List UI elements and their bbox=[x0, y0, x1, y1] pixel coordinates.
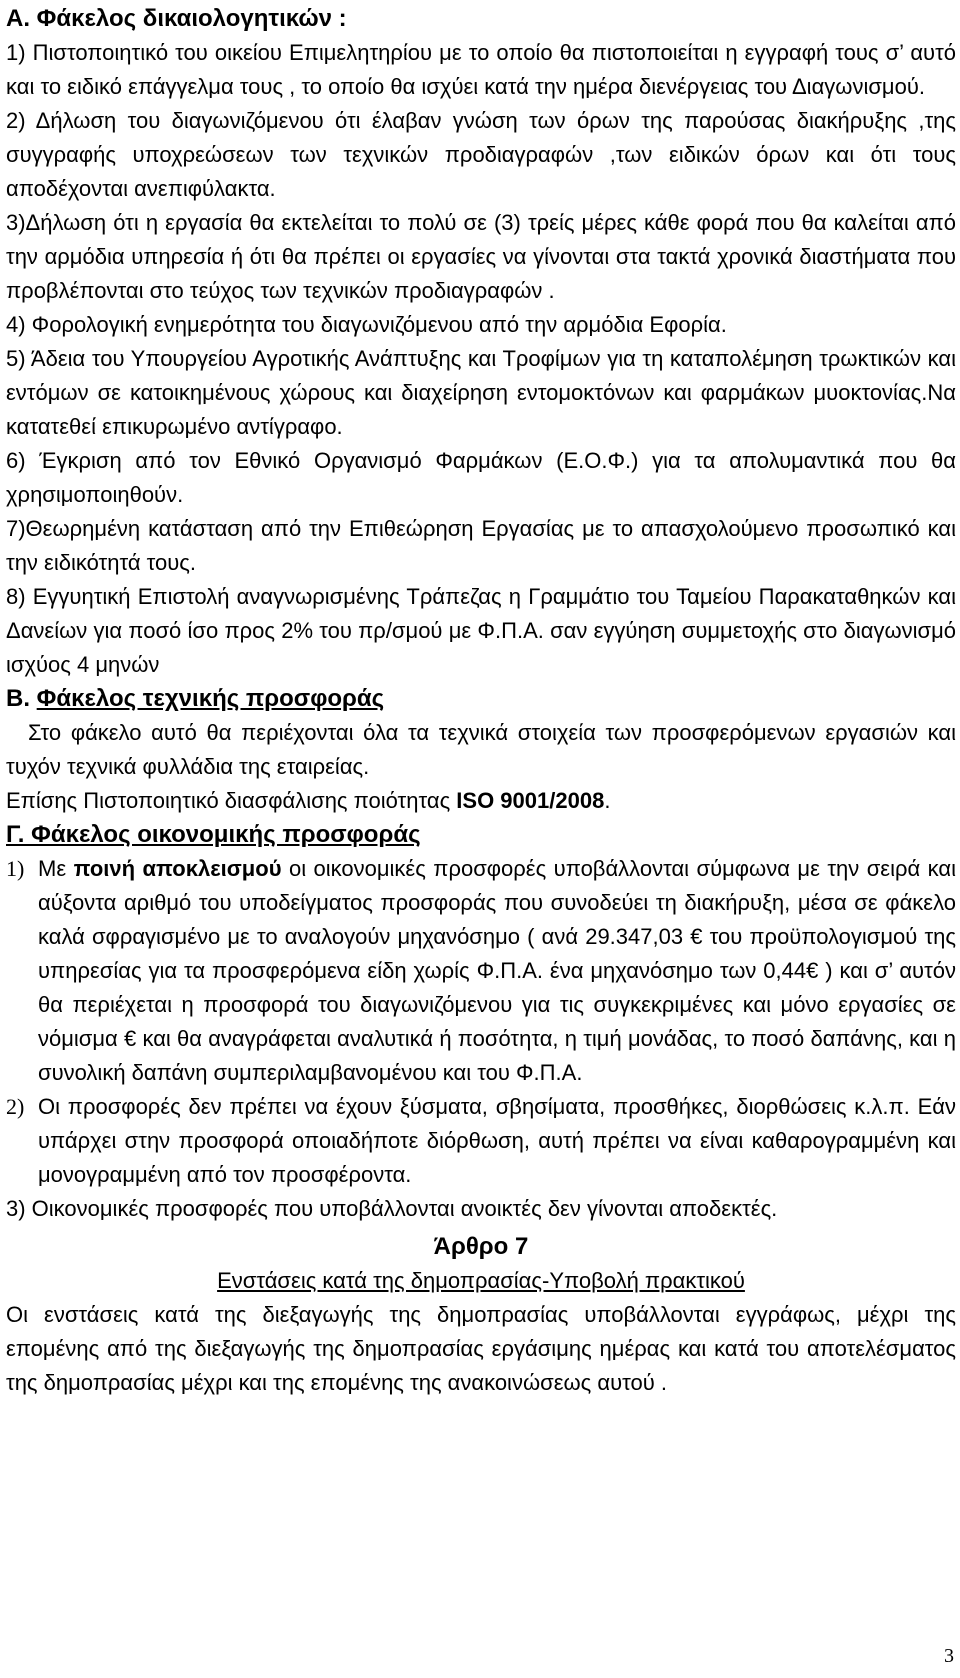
section-a-item-6: 6) Έγκριση από τον Εθνικό Οργανισμό Φαρμάκων (Ε.Ο.Φ.) για τα απολυμαντικά που θα χρησιμοποιηθούν. bbox=[6, 448, 956, 507]
section-c-heading: Γ. Φάκελος οικονομικής προσφοράς bbox=[6, 821, 421, 848]
item-number: 1) bbox=[6, 856, 25, 881]
section-b-title: Φάκελος τεχνικής προσφοράς bbox=[36, 685, 385, 712]
iso-standard: ISO 9001/2008 bbox=[456, 788, 605, 813]
article-paragraph: Οι ενστάσεις κατά της διεξαγωγής της δημοπρασίας υποβάλλονται εγγράφως, μέχρι της επομένης από της διεξαγωγής της δημοπρασίας εργάσιμης ημέρας και κατά του αποτελέσματος της δημοπρασίας μέχρι και της επομένης της ανακοινώσεως αυτού . bbox=[6, 1302, 956, 1395]
section-b-iso-line bbox=[6, 784, 956, 818]
item-emphasis: ποινή αποκλεισμού bbox=[73, 856, 282, 881]
document-body bbox=[6, 2, 956, 1400]
iso-end: . bbox=[604, 788, 611, 813]
section-a-item-7: 7)Θεωρημένη κατάσταση από την Επιθεώρηση Εργασίας με το απασχολούμενο προσωπικό και την ειδικότητά τους. bbox=[6, 516, 956, 575]
section-a-item-5: 5) Άδεια του Υπουργείου Αγροτικής Ανάπτυξης και Τροφίμων για τη καταπολέμηση τρωκτικών και εντόμων σε κατοικημένους χώρους και διαχείρηση εντομοκτόνων και φαρμάκων μυοκτονίας.Να κατατεθεί επικυρωμένο αντίγραφο. bbox=[6, 346, 956, 439]
item-lead: Με bbox=[38, 856, 74, 881]
article-title: Άρθρο 7 bbox=[433, 1233, 529, 1260]
section-a-item-4: 4) Φορολογική ενημερότητα του διαγωνιζόμενου από την αρμόδια Εφορία. bbox=[6, 312, 727, 337]
section-c-item-1 bbox=[6, 852, 956, 1090]
section-b-paragraph: Στο φάκελο αυτό θα περιέχονται όλα τα τεχνικά στοιχεία των προσφερόμενων εργασιών και τυχόν τεχνικά φυλλάδια της εταιρείας. bbox=[6, 720, 956, 779]
page-number: 3 bbox=[944, 1645, 954, 1667]
item-number: 2) bbox=[6, 1094, 25, 1119]
section-a-item-8: 8) Εγγυητική Επιστολή αναγνωρισμένης Τράπεζας η Γραμμάτιο του Ταμείου Παρακαταθηκών και Δανείων για ποσό ίσο προς 2% του πρ/σμού με Φ.Π.Α. σαν εγγύηση συμμετοχής στο διαγωνισμό ισχύος 4 μηνών bbox=[6, 584, 956, 677]
iso-text: Επίσης Πιστοποιητικό διασφάλισης ποιότητας bbox=[6, 788, 457, 813]
section-c-item-2 bbox=[6, 1090, 956, 1192]
section-b-prefix: Β. bbox=[6, 685, 37, 712]
section-a-heading: Α. Φάκελος δικαιολογητικών : bbox=[6, 5, 347, 32]
article-subtitle: Ενστάσεις κατά της δημοπρασίας-Υποβολή πρακτικού bbox=[217, 1268, 745, 1293]
section-c-item-3: 3) Οικονομικές προσφορές που υποβάλλονται ανοικτές δεν γίνονται αποδεκτές. bbox=[6, 1196, 778, 1221]
section-a-item-1: 1) Πιστοποιητικό του οικείου Επιμελητηρίου με το οποίο θα πιστοποιείται η εγγραφή τους σ’ αυτό και το ειδικό επάγγελμα τους , το οποίο θα ισχύει κατά την ημέρα διενέργειας του Διαγωνισμού. bbox=[6, 40, 956, 99]
item-text: Οι προσφορές δεν πρέπει να έχουν ξύσματα, σβησίματα, προσθήκες, διορθώσεις κ.λ.π. Εάν υπάρχει στην προσφορά οποιαδήποτε διόρθωση, αυτή πρέπει να είναι καθαρογραμμένη και μονογραμμένη από τον προσφέροντα. bbox=[38, 1094, 956, 1187]
section-a-item-3: 3)Δήλωση ότι η εργασία θα εκτελείται το πολύ σε (3) τρείς μέρες κάθε φορά που θα καλείται από την αρμόδια υπηρεσία ή ότι θα πρέπει οι εργασίες να γίνονται στα τακτά χρονικά διαστήματα που προβλέπονται στο τεύχος των τεχνικών προδιαγραφών . bbox=[6, 210, 956, 303]
section-a-item-2: 2) Δήλωση του διαγωνιζόμενου ότι έλαβαν γνώση των όρων της παρούσας διακήρυξης ,της συγγραφής υποχρεώσεων των τεχνικών προδιαγραφών ,των ειδικών όρων και ότι τους αποδέχονται ανεπιφύλακτα. bbox=[6, 108, 956, 201]
item-text: οι οικονομικές προσφορές υποβάλλονται σύμφωνα με την σειρά και αύξοντα αριθμό του υποδείγματος προσφοράς που συνοδεύει τη διακήρυξη, μέσα σε φάκελο καλά σφραγισμένο με το αναλογούν μηχανόσημο ( ανά 29.347,03 € του προϋπολογισμού της υπηρεσίας για τα προσφερόμενα είδη χωρίς Φ.Π.Α. ένα μηχανόσημο των 0,44€ ) και σ’ αυτόν θα περιέχεται η προσφορά του διαγωνιζόμενου για τις συγκεκριμένες και μόνο εργασίες σε νόμισμα € και θα αναγράφεται αναλυτικά ή ποσότητα, η τιμή μονάδας, το ποσό δαπάνης, και η συνολική δαπάνη συμπεριλαμβανομένου και του Φ.Π.Α. bbox=[38, 856, 957, 1085]
section-b-heading bbox=[6, 682, 956, 716]
